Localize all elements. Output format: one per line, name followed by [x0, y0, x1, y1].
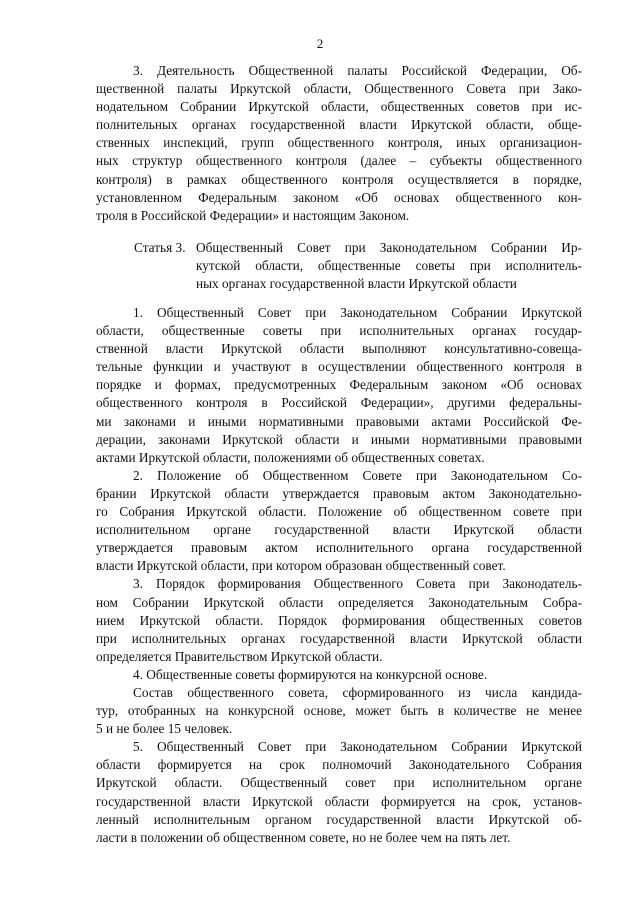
- paragraph-item-3: [96, 62, 582, 225]
- text-line: области, общественные советы при исполнительных органах государ-: [96, 323, 582, 339]
- text-line: ласти в положении об общественном совете, но не более чем на пять лет.: [96, 829, 511, 845]
- text-line: 2. Положение об Общественном Совете при Законодательном Со-: [133, 467, 582, 483]
- text-line: Состав общественного совета, сформированного из числа кандида-: [133, 684, 582, 700]
- text-line: ном Собрании Иркутской области определяется Законодательным Собра-: [96, 594, 582, 610]
- text-line: ных структур общественного контроля (далее – субъекты общественного: [96, 153, 582, 169]
- text-line: ленный исполнительным органом государственной власти Иркутской об-: [96, 811, 582, 827]
- text-line: определяется Правительством Иркутской области.: [96, 648, 383, 664]
- text-line: троля в Российской Федерации» и настоящим Законом.: [96, 207, 410, 223]
- text-line: Иркутской области. Общественный совет при исполнительном органе: [96, 775, 582, 791]
- article-title-line: ных органах государственной власти Иркутской области: [196, 276, 517, 292]
- text-line: 4. Общественные советы формируются на конкурсной основе.: [133, 666, 488, 682]
- text-line: го Собрания Иркутской области. Положение об общественном совете при: [96, 504, 582, 520]
- text-line: актами Иркутской области, положениями об общественных советах.: [96, 449, 485, 465]
- article-title-line: кутской области, общественные советы при исполнитель-: [196, 258, 582, 274]
- text-line: исполнительном органе государственной власти Иркутской области: [96, 522, 582, 538]
- article-title: [196, 239, 582, 293]
- text-line: власти Иркутской области, при котором образован общественный совет.: [96, 558, 506, 574]
- text-line: дерации, законами Иркутской области и иными нормативными правовыми: [96, 431, 582, 447]
- article-body: [96, 304, 582, 847]
- text-line: брании Иркутской области утверждается правовым актом Законодательно-: [96, 485, 582, 501]
- text-line: 5. Общественный Совет при Законодательном Собрании Иркутской: [133, 739, 582, 755]
- text-line: полнительных органах государственной власти Иркутской области, обще-: [96, 117, 582, 133]
- text-line: тельные функции и участвуют в осуществлении общественного контроля в: [96, 359, 582, 375]
- text-line: 5 и не более 15 человек.: [96, 721, 233, 737]
- text-line: нием Иркутской области. Порядок формирования общественных советов: [96, 612, 582, 628]
- text-line: ственной власти Иркутской области выполняют консультативно-совеща-: [96, 341, 582, 357]
- page-number: 2: [316, 36, 324, 51]
- text-line: государственной власти Иркутской области формируется на срок, установ-: [96, 793, 582, 809]
- article-title-line: Общественный Совет при Законодательном Собрании Ир-: [196, 240, 582, 255]
- text-line: порядке и формах, предусмотренных Федеральным законом «Об основах: [96, 377, 582, 393]
- article-label: Статья 3.: [134, 240, 186, 255]
- text-line: нодательном Собрании Иркутской области, общественных советов при ис-: [96, 99, 582, 115]
- text-line: тур, отобранных на конкурсной основе, может быть в количестве не менее: [96, 703, 582, 719]
- text-line: 3. Порядок формирования Общественного Совета при Законодатель-: [133, 576, 582, 592]
- text-line: при исполнительных органах государственной власти Иркутской области: [96, 630, 582, 646]
- text-line: области формируется на срок полномочий Законодательного Собрания: [96, 757, 582, 773]
- text-line: общественного контроля в Российской Федерации», другими федеральны-: [96, 395, 582, 411]
- text-line: утверждается правовым актом исполнительного органа государственной: [96, 540, 582, 556]
- text-line: ми законами и иными нормативными правовыми актами Российской Фе-: [96, 413, 582, 429]
- text-line: контроля) в рамках общественного контроля осуществляется в порядке,: [96, 171, 582, 187]
- text-line: ственных инспекций, групп общественного контроля, иных организацион-: [96, 135, 582, 151]
- text-line: 3. Деятельность Общественной палаты Российской Федерации, Об-: [133, 63, 582, 78]
- text-line: 1. Общественный Совет при Законодательном Собрании Иркутской: [133, 305, 582, 320]
- text-line: установленном Федеральным законом «Об основах общественного кон-: [96, 189, 582, 205]
- text-line: щественной палаты Иркутской области, Общественного Совета при Зако-: [96, 81, 582, 97]
